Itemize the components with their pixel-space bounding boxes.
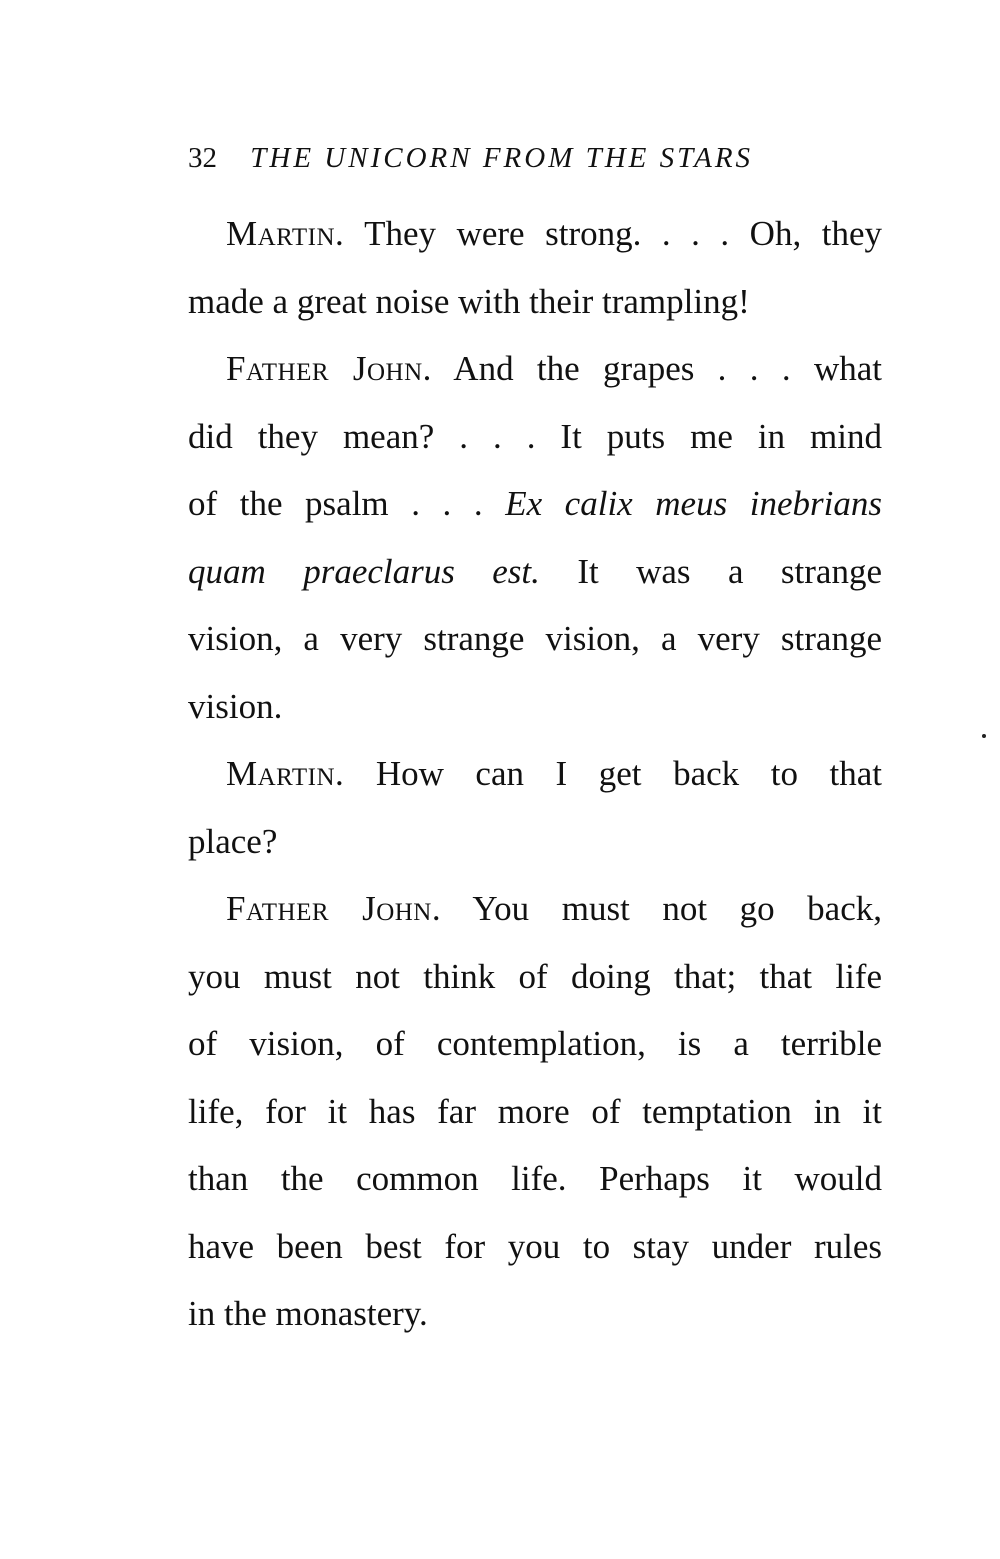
text-line: vision, a very strange vision, a very strange	[188, 619, 882, 658]
line-text: You must not go back,	[472, 889, 883, 928]
speaker-name: Martin.	[226, 754, 345, 793]
text-line	[188, 875, 882, 943]
text-line	[188, 538, 882, 606]
text-line: made a great noise with their trampling!	[188, 281, 750, 321]
speech-martin-2	[188, 740, 882, 875]
speaker-name: Father John.	[226, 349, 432, 388]
running-title: THE UNICORN FROM THE STARS	[250, 142, 754, 174]
line-text: They were strong. . . . Oh, they	[364, 214, 882, 253]
text-line: did they mean? . . . It puts me in mind	[188, 416, 882, 456]
running-head	[188, 138, 828, 178]
line-text: And the grapes . . . what	[453, 349, 882, 388]
line-text: It was a strange	[577, 551, 883, 591]
text-line: life, for it has far more of temptation in it	[188, 1091, 882, 1131]
text-line: of vision, of contemplation, is a terrible	[188, 1024, 882, 1063]
text-line	[188, 200, 882, 268]
page-number: 32	[188, 142, 217, 174]
speaker-name: Father John.	[226, 889, 442, 928]
text-line: than the common life. Perhaps it would	[188, 1159, 882, 1198]
text-line: have been best for you to stay under rules	[188, 1226, 882, 1266]
speech-father-john-1	[188, 335, 882, 740]
text-line	[188, 740, 882, 808]
line-text: How can I get back to that	[375, 754, 882, 793]
dialogue-text	[188, 200, 882, 1348]
text-line	[188, 470, 882, 538]
text-line	[188, 335, 882, 403]
scan-speck	[982, 734, 986, 738]
speaker-name: Martin.	[226, 214, 345, 253]
text-line: place?	[188, 821, 278, 861]
text-line: vision.	[188, 686, 283, 726]
text-line: in the monastery.	[188, 1294, 428, 1333]
line-text: of the psalm . . .	[188, 484, 483, 523]
text-line: you must not think of doing that; that life	[188, 956, 882, 996]
speech-father-john-2	[188, 875, 882, 1348]
latin-quotation: Ex calix meus inebrians	[505, 484, 882, 523]
speech-martin-1	[188, 200, 882, 335]
latin-quotation: quam praeclarus est.	[188, 551, 540, 591]
